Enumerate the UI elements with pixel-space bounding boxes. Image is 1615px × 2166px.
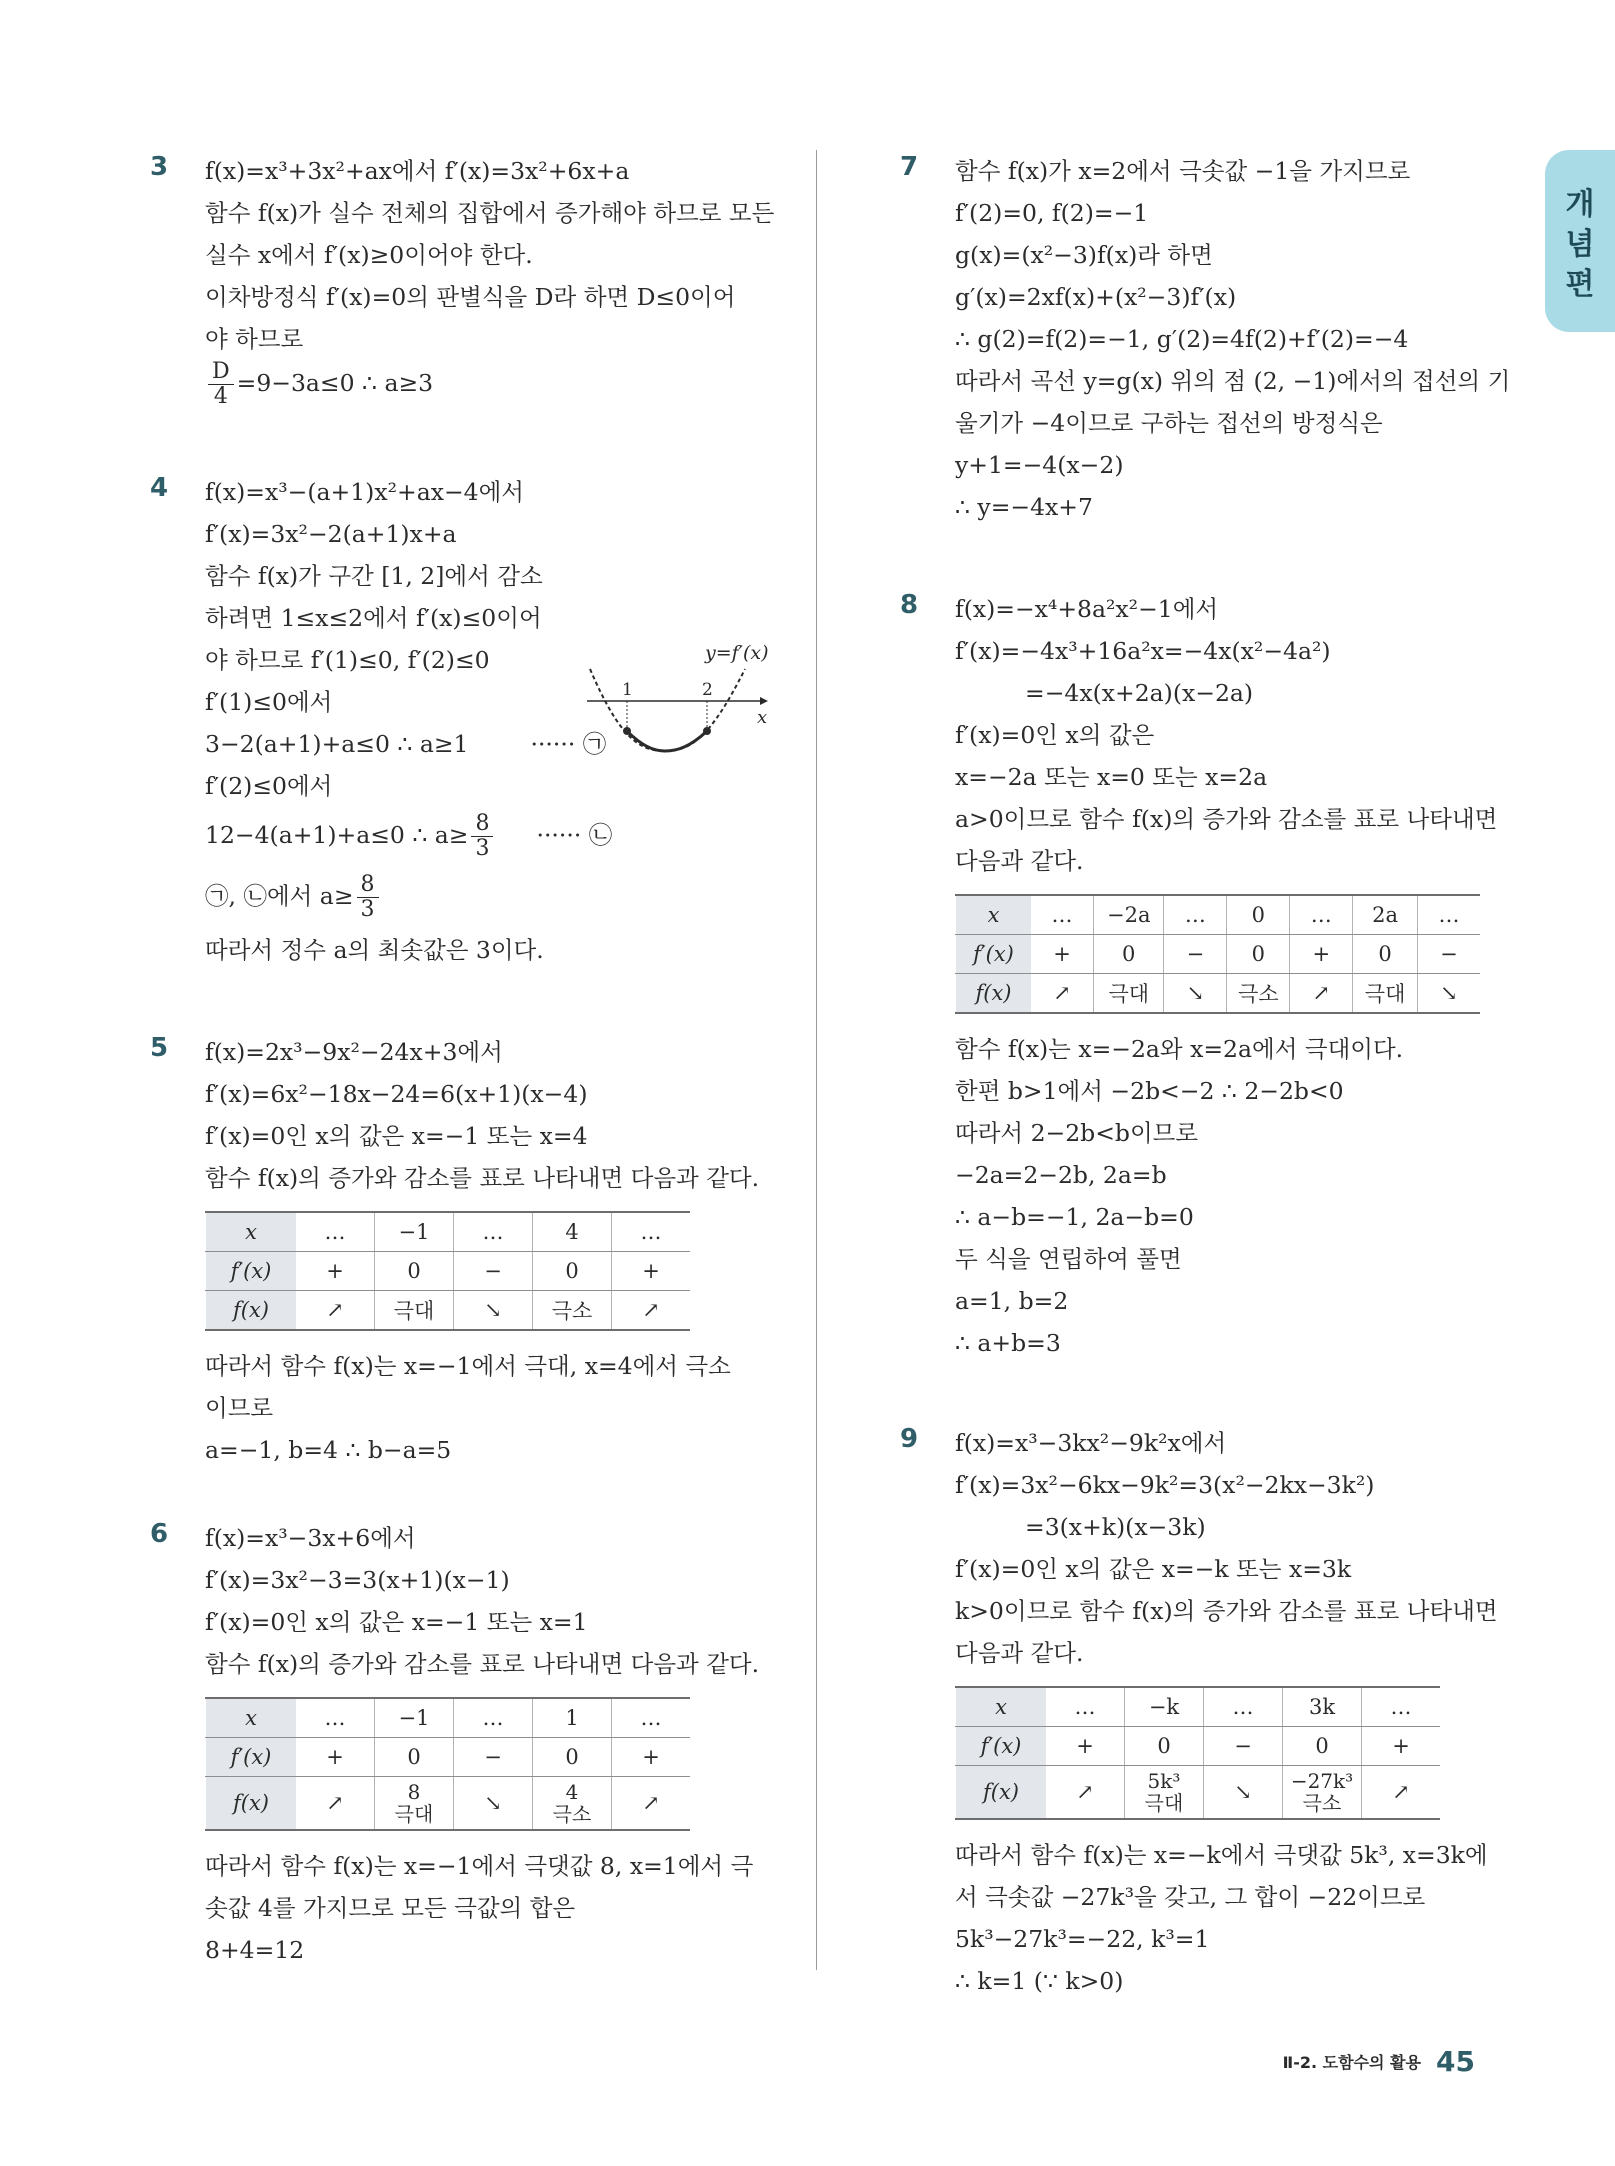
solution-line: x=−2a 또는 x=0 또는 x=2a <box>955 763 1268 791</box>
solution-line <box>205 360 790 409</box>
table-cell: 0 <box>1227 895 1290 935</box>
table-cell: − <box>1204 1727 1283 1766</box>
point-1 <box>623 727 631 735</box>
solution-line: f′(x)=−4x³+16a²x=−4x(x²−4a²) <box>955 637 1331 665</box>
table-cell: + <box>612 1252 691 1291</box>
tick-1: 1 <box>622 680 633 700</box>
solution-line: y+1=−4(x−2) <box>955 451 1124 479</box>
solution-line: f(x)=−x⁴+8a²x²−1에서 <box>955 595 1219 623</box>
table-header: f′(x) <box>206 1738 297 1777</box>
extremum-label: 극소 <box>1302 1790 1342 1815</box>
table-cell: 극소 <box>533 1291 612 1331</box>
table-cell: + <box>296 1252 375 1291</box>
problem-number: 7 <box>900 152 919 182</box>
solution-line: 함수 f(x)의 증가와 감소를 표로 나타내면 다음과 같다. <box>205 1650 760 1678</box>
solution-line: a>0이므로 함수 f(x)의 증가와 감소를 표로 나타내면 <box>955 805 1498 833</box>
table-cell: ↗ <box>1031 974 1094 1014</box>
table-header: f(x) <box>206 1291 297 1331</box>
solution-line: a=1, b=2 <box>955 1287 1069 1315</box>
solution-line: 이므로 <box>205 1394 274 1422</box>
problem-number: 6 <box>150 1519 169 1549</box>
solution-line: f(x)=x³−(a+1)x²+ax−4에서 <box>205 478 525 506</box>
tab-char-3: 편 <box>1565 267 1595 302</box>
solution-line: 두 식을 연립하여 풀면 <box>955 1245 1182 1273</box>
tab-char-2: 념 <box>1565 227 1595 262</box>
table-header: f′(x) <box>956 1727 1047 1766</box>
solution-line: 함수 f(x)가 구간 [1, 2]에서 감소 <box>205 562 543 590</box>
table-cell: 3k <box>1283 1687 1362 1727</box>
table-header: f(x) <box>206 1777 297 1831</box>
table-cell: … <box>296 1698 375 1738</box>
table-cell: … <box>1031 895 1094 935</box>
graph-label: y=f′(x) <box>705 642 769 664</box>
table-cell: … <box>1046 1687 1125 1727</box>
marker: ······ ㉡ <box>536 821 613 849</box>
problem-number: 9 <box>900 1424 919 1454</box>
solution-line: f(x)=x³−3kx²−9k²x에서 <box>955 1429 1227 1457</box>
table-cell: 0 <box>375 1252 454 1291</box>
fraction <box>357 873 379 922</box>
derivative-graph <box>585 639 775 774</box>
extremum-label: 극대 <box>394 1801 434 1826</box>
fraction-denominator: 3 <box>475 836 490 861</box>
parabola-dashed <box>590 669 745 751</box>
table-cell: − <box>454 1252 533 1291</box>
solution-line: f′(1)≤0에서 <box>205 688 333 716</box>
table-cell: … <box>612 1698 691 1738</box>
chapter-label: Ⅱ-2. 도함수의 활용 <box>1282 2053 1421 2072</box>
table-cell <box>375 1777 454 1831</box>
fraction-denominator: 4 <box>213 384 228 409</box>
solution-line: 8+4=12 <box>205 1936 305 1964</box>
solution-line: 솟값 4를 가지므로 모든 극값의 합은 <box>205 1894 576 1922</box>
table-cell: 4 <box>533 1212 612 1252</box>
problem-3 <box>150 150 790 409</box>
table-cell: ↘ <box>454 1291 533 1331</box>
problem-7 <box>900 150 1511 528</box>
extremum-label: 극대 <box>1144 1790 1184 1815</box>
table-cell: 0 <box>1353 935 1418 974</box>
problem-number: 8 <box>900 590 919 620</box>
table-cell: −1 <box>375 1698 454 1738</box>
table-cell: −1 <box>375 1212 454 1252</box>
table-cell: … <box>454 1698 533 1738</box>
right-column <box>900 150 1511 2002</box>
fraction-denominator: 3 <box>360 897 375 922</box>
table-cell: ↘ <box>1204 1766 1283 1820</box>
table-cell: … <box>1290 895 1353 935</box>
point-2 <box>703 727 711 735</box>
table-cell: 0 <box>375 1738 454 1777</box>
table-cell: ↗ <box>612 1291 691 1331</box>
solution-line: −2a=2−2b, 2a=b <box>955 1161 1167 1189</box>
solution-line: ∴ k=1 (∵ k>0) <box>955 1967 1124 1995</box>
table-cell: + <box>296 1738 375 1777</box>
fraction <box>208 360 234 409</box>
tab-char-1: 개 <box>1565 187 1595 222</box>
inequality: 3−2(a+1)+a≤0 ∴ a≥1 <box>205 730 469 758</box>
solution-line: ∴ a+b=3 <box>955 1329 1061 1357</box>
table-cell: 극대 <box>375 1291 454 1331</box>
table-cell: + <box>1046 1727 1125 1766</box>
table-cell: ↗ <box>296 1777 375 1831</box>
solution-line: f(x)=x³−3x+6에서 <box>205 1524 416 1552</box>
solution-line: 이차방정식 f′(x)=0의 판별식을 D라 하면 D≤0이어 <box>205 283 736 311</box>
table-cell: ↗ <box>296 1291 375 1331</box>
table-cell: … <box>1362 1687 1441 1727</box>
solution-line: 따라서 곡선 y=g(x) 위의 점 (2, −1)에서의 접선의 기 <box>955 367 1511 395</box>
solution-line: 다음과 같다. <box>955 847 1084 875</box>
table-header: f(x) <box>956 974 1032 1014</box>
solution-line: 실수 x에서 f′(x)≥0이어야 한다. <box>205 241 533 269</box>
inequality: =9−3a≤0 ∴ a≥3 <box>236 369 434 397</box>
cell-stack <box>395 1781 434 1825</box>
cell-stack <box>553 1781 592 1825</box>
table-cell: + <box>1362 1727 1441 1766</box>
solution-line: 함수 f(x)가 x=2에서 극솟값 −1을 가지므로 <box>955 157 1411 185</box>
table-cell: 극대 <box>1353 974 1418 1014</box>
column-divider <box>816 150 817 1970</box>
fraction-numerator: 8 <box>471 812 493 837</box>
table-cell: ↘ <box>454 1777 533 1831</box>
inequality: 12−4(a+1)+a≤0 ∴ a≥ <box>205 821 469 849</box>
problem-number: 4 <box>150 473 169 503</box>
solution-line: f′(x)=0인 x의 값은 x=−k 또는 x=3k <box>955 1555 1352 1583</box>
solution-line: g′(x)=2xf(x)+(x²−3)f′(x) <box>955 283 1237 311</box>
table-cell: ↘ <box>1417 974 1480 1014</box>
solution-line: f′(x)=6x²−18x−24=6(x+1)(x−4) <box>205 1080 588 1108</box>
table-cell: … <box>454 1212 533 1252</box>
table-cell: − <box>1164 935 1227 974</box>
table-cell: 0 <box>1125 1727 1204 1766</box>
x-axis-label: x <box>757 707 768 728</box>
table-cell: 0 <box>533 1738 612 1777</box>
problem-6 <box>150 1517 790 1971</box>
solution-line: =3(x+k)(x−3k) <box>1025 1513 1206 1541</box>
table-cell: + <box>612 1738 691 1777</box>
solution-line: f(x)=x³+3x²+ax에서 f′(x)=3x²+6x+a <box>205 157 630 185</box>
extremum-value: 4 <box>565 1779 579 1804</box>
table-cell <box>533 1777 612 1831</box>
cell-stack <box>1145 1770 1184 1814</box>
left-column <box>150 150 790 1971</box>
table-cell: … <box>296 1212 375 1252</box>
table-cell: 극소 <box>1227 974 1290 1014</box>
solution-line: k>0이므로 함수 f(x)의 증가와 감소를 표로 나타내면 <box>955 1597 1498 1625</box>
table-cell: 극대 <box>1094 974 1164 1014</box>
solution-line: 서 극솟값 −27k³을 갖고, 그 합이 −22이므로 <box>955 1883 1426 1911</box>
solution-line: 한편 b>1에서 −2b<−2 ∴ 2−2b<0 <box>955 1077 1344 1105</box>
x-axis-arrow <box>760 697 768 705</box>
solution-line: 야 하므로 f′(1)≤0, f′(2)≤0 <box>205 646 490 674</box>
conclusion-text: ㉠, ㉡에서 a≥ <box>205 882 354 910</box>
page-footer <box>1283 2045 1475 2078</box>
solution-line: =−4x(x+2a)(x−2a) <box>1025 679 1254 707</box>
table-cell: 0 <box>1283 1727 1362 1766</box>
solution-line: f′(x)=3x²−2(a+1)x+a <box>205 520 457 548</box>
table-header: x <box>956 1687 1047 1727</box>
table-cell: … <box>1164 895 1227 935</box>
sign-table <box>955 894 1480 1014</box>
parabola-segment <box>627 731 707 751</box>
extremum-value: −27k³ <box>1290 1768 1354 1793</box>
solution-line: 하려면 1≤x≤2에서 f′(x)≤0이어 <box>205 604 542 632</box>
table-cell: + <box>1031 935 1094 974</box>
table-cell: … <box>612 1212 691 1252</box>
sign-table <box>205 1211 690 1331</box>
solution-line: 야 하므로 <box>205 325 304 353</box>
solution-line: ∴ a−b=−1, 2a−b=0 <box>955 1203 1194 1231</box>
problem-number: 3 <box>150 152 169 182</box>
solution-line <box>205 863 790 929</box>
table-cell: 1 <box>533 1698 612 1738</box>
table-cell: ↗ <box>1290 974 1353 1014</box>
table-cell: − <box>1417 935 1480 974</box>
solution-line: 따라서 함수 f(x)는 x=−k에서 극댓값 5k³, x=3k에 <box>955 1841 1488 1869</box>
fraction <box>471 812 493 861</box>
solution-line: f′(x)=0인 x의 값은 <box>955 721 1155 749</box>
sign-table <box>955 1686 1440 1820</box>
table-cell: + <box>1290 935 1353 974</box>
table-cell: ↘ <box>1164 974 1227 1014</box>
cell-stack <box>1291 1770 1353 1814</box>
section-tab <box>1545 150 1615 332</box>
solution-line: f′(x)=3x²−6kx−9k²=3(x²−2kx−3k²) <box>955 1471 1375 1499</box>
solution-line: 함수 f(x)가 실수 전체의 집합에서 증가해야 하므로 모든 <box>205 199 775 227</box>
table-header: f′(x) <box>206 1252 297 1291</box>
tick-2: 2 <box>702 680 713 700</box>
solution-line: f′(2)=0, f(2)=−1 <box>955 199 1149 227</box>
table-header: x <box>206 1212 297 1252</box>
table-cell: 0 <box>1227 935 1290 974</box>
solution-line: 따라서 정수 a의 최솟값은 3이다. <box>205 936 544 964</box>
marker: ······ ㉠ <box>530 730 607 758</box>
solution-line: 5k³−27k³=−22, k³=1 <box>955 1925 1210 1953</box>
table-cell: … <box>1417 895 1480 935</box>
fraction-numerator: D <box>208 360 234 385</box>
table-header: x <box>206 1698 297 1738</box>
table-cell: ↗ <box>1362 1766 1441 1820</box>
problem-8 <box>900 588 1498 1364</box>
solution-line: ∴ y=−4x+7 <box>955 493 1093 521</box>
solution-line: ∴ g(2)=f(2)=−1, g′(2)=4f(2)+f′(2)=−4 <box>955 325 1409 353</box>
solution-line: 함수 f(x)는 x=−2a와 x=2a에서 극대이다. <box>955 1035 1404 1063</box>
table-header: x <box>956 895 1032 935</box>
solution-line: 함수 f(x)의 증가와 감소를 표로 나타내면 다음과 같다. <box>205 1164 760 1192</box>
table-cell: 2a <box>1353 895 1418 935</box>
solution-line: 다음과 같다. <box>955 1639 1084 1667</box>
problem-4 <box>150 471 790 971</box>
problem-number: 5 <box>150 1033 169 1063</box>
solution-line: 울기가 −4이므로 구하는 접선의 방정식은 <box>955 409 1383 437</box>
table-cell: −k <box>1125 1687 1204 1727</box>
solution-line: f′(2)≤0에서 <box>205 772 333 800</box>
table-cell: ↗ <box>612 1777 691 1831</box>
table-header: f(x) <box>956 1766 1047 1820</box>
sign-table <box>205 1697 690 1831</box>
extremum-value: 8 <box>407 1779 421 1804</box>
table-cell <box>1283 1766 1362 1820</box>
solution-line <box>205 807 790 863</box>
solution-line: f′(x)=0인 x의 값은 x=−1 또는 x=4 <box>205 1122 588 1150</box>
solution-line: f′(x)=3x²−3=3(x+1)(x−1) <box>205 1566 510 1594</box>
table-cell: −2a <box>1094 895 1164 935</box>
extremum-value: 5k³ <box>1147 1768 1181 1793</box>
problem-9 <box>900 1422 1498 2002</box>
table-cell: 0 <box>1094 935 1164 974</box>
solution-line: f′(x)=0인 x의 값은 x=−1 또는 x=1 <box>205 1608 588 1636</box>
solution-line: 따라서 2−2b<b이므로 <box>955 1119 1199 1147</box>
table-cell: − <box>454 1738 533 1777</box>
solution-line: g(x)=(x²−3)f(x)라 하면 <box>955 241 1213 269</box>
table-header: f′(x) <box>956 935 1032 974</box>
page-number: 45 <box>1436 2045 1475 2078</box>
solution-line: a=−1, b=4 ∴ b−a=5 <box>205 1436 452 1464</box>
problem-5 <box>150 1031 790 1471</box>
solution-line: f(x)=2x³−9x²−24x+3에서 <box>205 1038 503 1066</box>
table-cell: ↗ <box>1046 1766 1125 1820</box>
solution-line: 따라서 함수 f(x)는 x=−1에서 극대, x=4에서 극소 <box>205 1352 731 1380</box>
table-cell: … <box>1204 1687 1283 1727</box>
extremum-label: 극소 <box>552 1801 592 1826</box>
table-cell <box>1125 1766 1204 1820</box>
solution-line: 따라서 함수 f(x)는 x=−1에서 극댓값 8, x=1에서 극 <box>205 1852 754 1880</box>
fraction-numerator: 8 <box>357 873 379 898</box>
table-cell: 0 <box>533 1252 612 1291</box>
